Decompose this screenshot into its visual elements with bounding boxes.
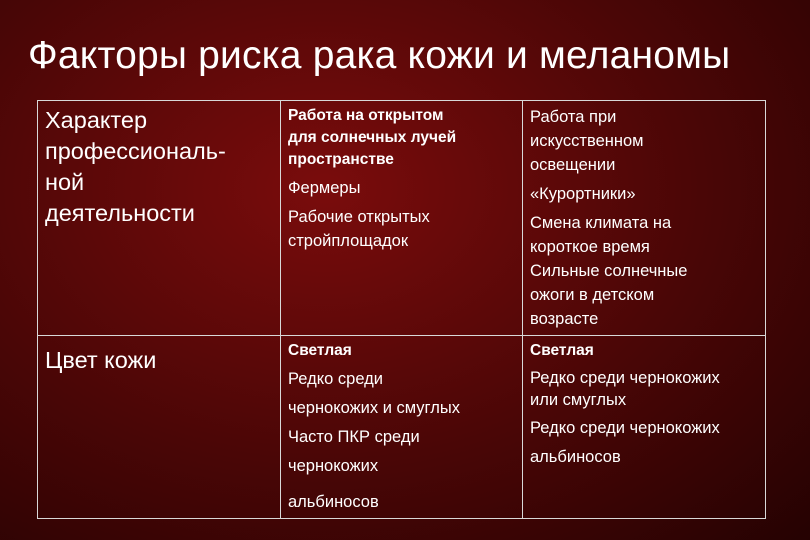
table-row-occupation xyxy=(38,101,766,336)
cell-item: Сильные солнечные xyxy=(530,262,688,280)
cell-item: чернокожих xyxy=(288,457,379,475)
cell-heading-line: Работа на открытом xyxy=(288,107,444,124)
cell-item: Редко среди чернокожих xyxy=(530,369,720,387)
cell-skin-light-1 xyxy=(281,336,523,519)
row-header-skin-color xyxy=(38,336,281,519)
cell-item: или смуглых xyxy=(530,391,627,409)
cell-heading-line: Работа при xyxy=(530,108,617,126)
cell-item: стройплощадок xyxy=(288,232,409,250)
row-header-occupation xyxy=(38,101,281,336)
row-header-line: Характер xyxy=(45,107,148,133)
cell-item: Рабочие открытых xyxy=(288,208,430,226)
cell-item: возрасте xyxy=(530,310,599,328)
row-header-line: ной xyxy=(45,169,85,195)
table-row-skin-color xyxy=(38,336,766,519)
row-header-line: профессиональ- xyxy=(45,138,226,164)
cell-item: Редко среди чернокожих xyxy=(530,419,720,437)
risk-factors-table xyxy=(37,100,766,519)
cell-item: Редко среди xyxy=(288,370,383,388)
cell-item: чернокожих и смуглых xyxy=(288,399,460,417)
cell-heading-line: освещении xyxy=(530,156,616,174)
cell-item: Фермеры xyxy=(288,179,361,197)
cell-heading-line: Светлая xyxy=(288,342,352,359)
row-header-line: Цвет кожи xyxy=(45,347,157,373)
cell-item: ожоги в детском xyxy=(530,286,655,304)
cell-heading-line: пространстве xyxy=(288,151,394,168)
cell-item: короткое время xyxy=(530,238,650,256)
cell-heading-line: искусственном xyxy=(530,132,644,150)
cell-item: «Курортники» xyxy=(530,185,636,203)
row-header-line: деятельности xyxy=(45,200,195,226)
cell-artificial-light xyxy=(523,101,766,336)
cell-skin-light-2 xyxy=(523,336,766,519)
cell-item: Часто ПКР среди xyxy=(288,428,420,446)
cell-outdoor-work xyxy=(281,101,523,336)
cell-item: альбиносов xyxy=(288,493,379,511)
cell-heading-line: Светлая xyxy=(530,342,594,359)
cell-item: альбиносов xyxy=(530,448,621,466)
slide-title: Факторы риска рака кожи и меланомы xyxy=(28,34,731,77)
cell-item: Смена климата на xyxy=(530,214,672,232)
cell-heading-line: для солнечных лучей xyxy=(288,129,457,146)
